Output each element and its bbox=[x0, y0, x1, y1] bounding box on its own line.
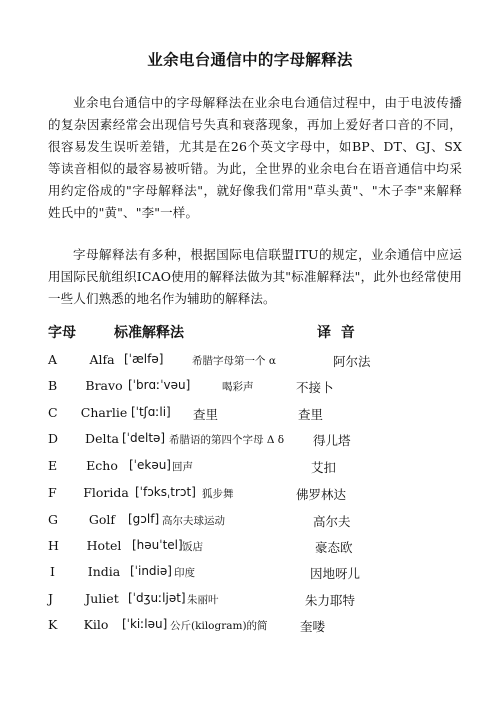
row-word: Kilo bbox=[83, 617, 109, 632]
row-letter: G bbox=[48, 512, 58, 527]
table-row bbox=[0, 485, 500, 505]
row-meaning: 印度 bbox=[174, 567, 195, 579]
row-translation: 阿尔法 bbox=[333, 354, 371, 369]
row-translation: 奎喽 bbox=[300, 619, 326, 634]
table-row bbox=[0, 591, 500, 611]
row-word: India bbox=[87, 564, 121, 579]
row-meaning: 公斤(kilogram)的简 bbox=[170, 620, 268, 632]
row-meaning: 饭店 bbox=[182, 541, 203, 553]
table-row bbox=[0, 378, 500, 398]
row-ipa: [ˈdeltə] bbox=[122, 431, 166, 445]
row-ipa: [ˈtʃɑːli] bbox=[131, 405, 171, 419]
row-translation: 得儿塔 bbox=[313, 433, 351, 448]
row-meaning: 高尔夫球运动 bbox=[162, 515, 225, 527]
row-word: Echo bbox=[86, 458, 118, 473]
row-letter: B bbox=[48, 378, 58, 393]
row-translation: 豪态欧 bbox=[315, 540, 353, 555]
row-letter: J bbox=[48, 591, 54, 606]
row-translation: 高尔夫 bbox=[313, 514, 351, 529]
table-row bbox=[0, 538, 500, 558]
table-row bbox=[0, 512, 500, 532]
row-letter: A bbox=[48, 352, 58, 367]
row-letter: D bbox=[48, 431, 59, 446]
row-ipa: [gɔlf] bbox=[128, 512, 160, 526]
row-word: Charlie bbox=[80, 405, 128, 420]
row-ipa: [həuˈtel] bbox=[132, 538, 183, 552]
row-word: Hotel bbox=[86, 538, 122, 553]
row-translation: 佛罗林达 bbox=[296, 487, 347, 502]
row-ipa: [ˈbrɑːˈvəu] bbox=[128, 378, 191, 392]
row-ipa: [ˈdʒuːljət] bbox=[128, 591, 186, 605]
row-meaning: 朱丽叶 bbox=[187, 594, 219, 606]
row-ipa: [ˈfɔksˌtrɔt] bbox=[135, 485, 196, 499]
table-row bbox=[0, 617, 500, 637]
row-ipa: [ˈindiə] bbox=[130, 564, 172, 578]
row-translation: 不接卜 bbox=[296, 380, 334, 395]
intro-paragraph: 业余电台通信中的字母解释法在业余电台通信过程中，由于电波传播的复杂因素经常会出现信号失真和衰落现象，再加上爱好者口音的不同，很容易发生误听差错，尤其是在26个英文字母中，如BP、DT、GJ、SX等读音相似的最容易被听错。为此，全世界的业余电台在语音通信中均采用约定俗成的"字母解释法"，就好像我们常用"草头黄"、"木子李"来解释姓氏中的"黄"、"李"一样。 bbox=[48, 95, 462, 220]
row-meaning: 希腊语的第四个字母 Δ δ bbox=[169, 434, 285, 446]
row-meaning: 喝彩声 bbox=[222, 381, 254, 393]
row-letter: F bbox=[48, 485, 57, 500]
table-row bbox=[0, 431, 500, 451]
row-translation: 查里 bbox=[298, 407, 324, 422]
page-title: 业余电台通信中的字母解释法 bbox=[147, 51, 353, 69]
table-row bbox=[0, 405, 500, 425]
row-meaning: 查里 bbox=[193, 407, 219, 422]
row-word: Golf bbox=[88, 512, 116, 527]
row-translation: 朱力耶特 bbox=[305, 593, 356, 608]
row-word: Florida bbox=[83, 485, 129, 500]
row-meaning: 狐步舞 bbox=[202, 488, 234, 500]
row-ipa: [ˈekəu] bbox=[129, 458, 171, 472]
table-row bbox=[0, 564, 500, 584]
row-translation: 艾扣 bbox=[311, 460, 337, 475]
row-letter: E bbox=[48, 458, 58, 473]
row-meaning: 希腊字母第一个 α bbox=[192, 355, 276, 367]
row-word: Alfa bbox=[89, 352, 115, 367]
row-letter: H bbox=[48, 538, 59, 553]
row-word: Delta bbox=[85, 431, 119, 446]
row-word: Bravo bbox=[85, 378, 123, 393]
header-standard: 标准解释法 bbox=[114, 325, 184, 341]
row-letter: K bbox=[48, 617, 58, 632]
row-letter: C bbox=[48, 405, 58, 420]
header-translation: 译 音 bbox=[317, 325, 355, 341]
row-meaning: 回声 bbox=[172, 461, 193, 473]
row-translation: 因地呀儿 bbox=[310, 566, 361, 581]
row-ipa: [ˈkiːləu] bbox=[122, 617, 168, 631]
row-word: Juliet bbox=[85, 591, 119, 606]
table-row bbox=[0, 458, 500, 478]
header-letter: 字母 bbox=[48, 325, 76, 341]
row-letter: I bbox=[50, 564, 55, 579]
table-row bbox=[0, 352, 500, 372]
rules-paragraph: 字母解释法有多种，根据国际电信联盟ITU的规定，业余通信中应运用国际民航组织ICAO使用的解释法做为其"标准解释法"，此外也经常使用一些人们熟悉的地名作为辅助的解释法。 bbox=[48, 247, 462, 306]
row-ipa: [ˈælfə] bbox=[124, 352, 164, 366]
table-header bbox=[0, 322, 500, 344]
